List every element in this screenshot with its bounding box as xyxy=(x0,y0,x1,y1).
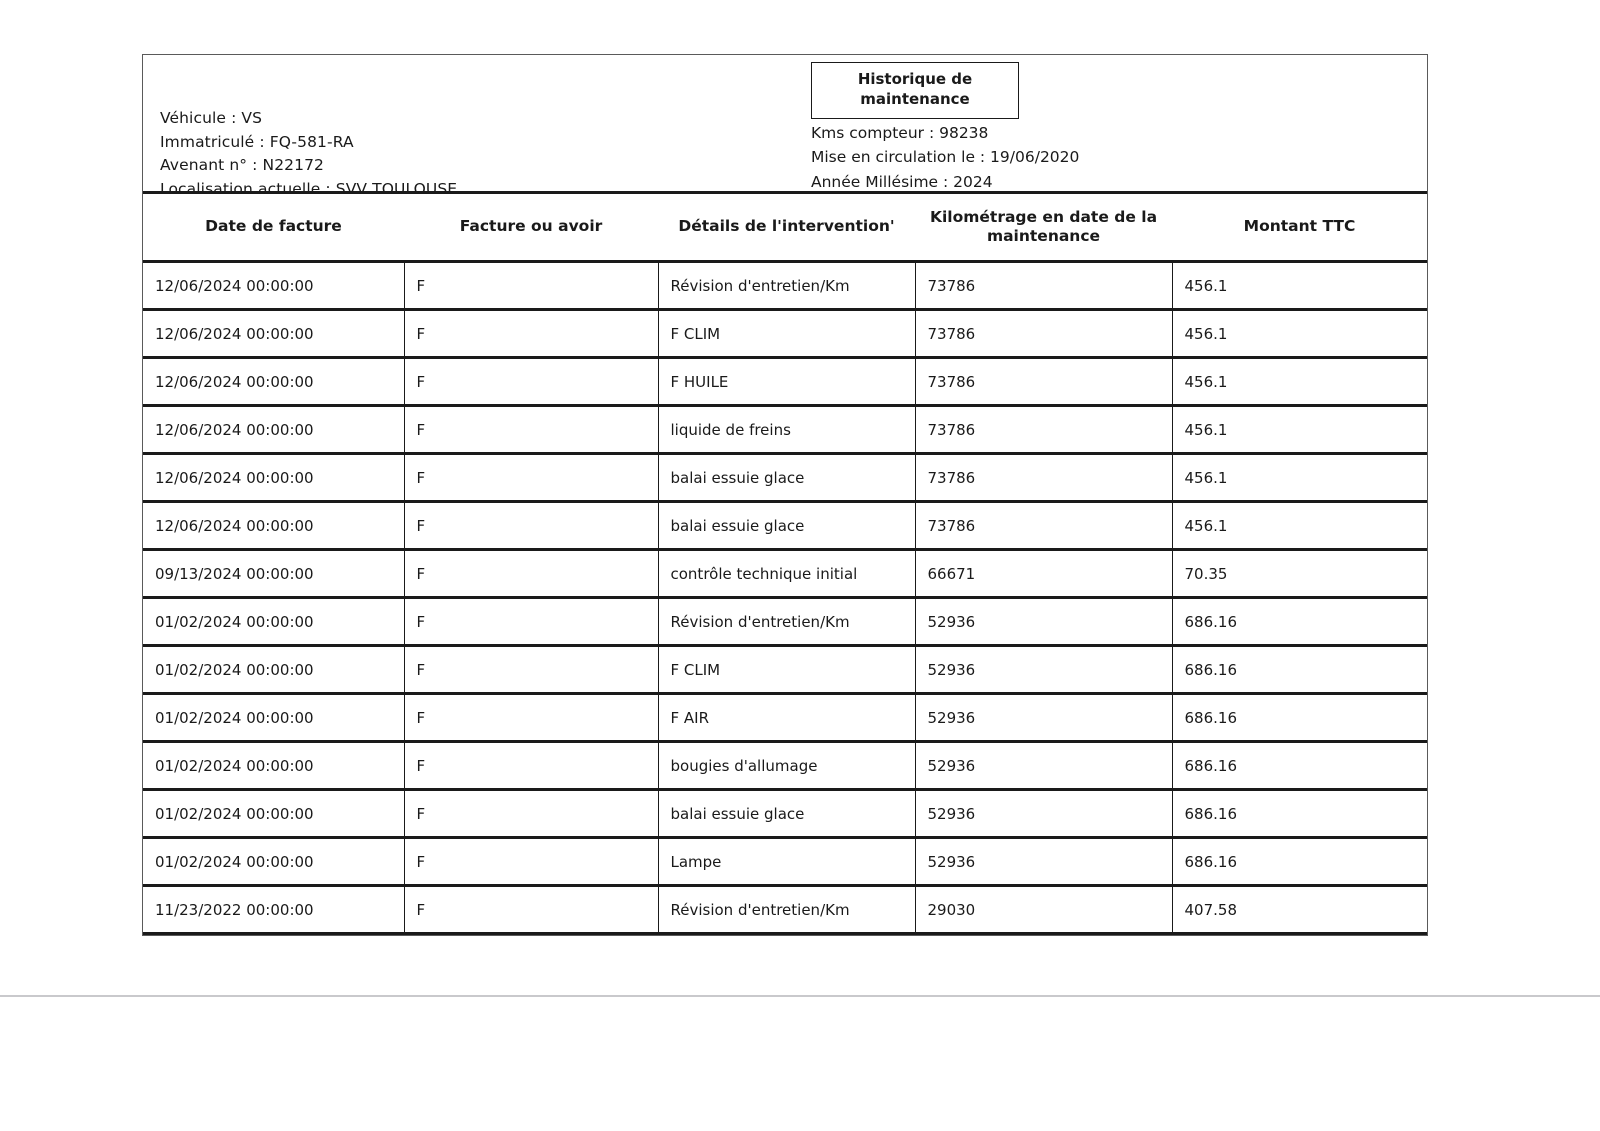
cell-intervention-details: liquide de freins xyxy=(658,406,915,454)
current-location-line: Localisation actuelle : SVV TOULOUSE xyxy=(160,179,458,198)
cell-total-amount: 456.1 xyxy=(1172,502,1427,550)
cell-invoice-or-credit: F xyxy=(404,454,658,502)
cell-intervention-details: Révision d'entretien/Km xyxy=(658,262,915,310)
column-header-invoice-or-credit: Facture ou avoir xyxy=(404,194,658,262)
cell-total-amount: 407.58 xyxy=(1184,900,1237,919)
table-row xyxy=(143,358,1427,406)
cell-invoice-date: 12/06/2024 00:00:00 xyxy=(143,262,404,310)
cell-intervention-details: Révision d'entretien/Km xyxy=(658,598,915,646)
column-header-intervention-details: Détails de l'intervention' xyxy=(658,194,915,262)
cell-mileage: 52936 xyxy=(915,646,1172,694)
cell-invoice-or-credit: F xyxy=(404,502,658,550)
cell-invoice-date: 01/02/2024 00:00:00 xyxy=(143,646,404,694)
cell-total-amount: 456.1 xyxy=(1172,454,1427,502)
table-row xyxy=(143,742,1427,790)
cell-mileage: 52936 xyxy=(915,694,1172,742)
table-row xyxy=(143,262,1427,310)
cell-mileage: 73786 xyxy=(915,454,1172,502)
registration-line: Immatriculé : FQ-581-RA xyxy=(160,132,354,151)
cell-total-amount: 456.1 xyxy=(1172,406,1427,454)
table-row xyxy=(143,406,1427,454)
column-header-invoice-date: Date de facture xyxy=(143,194,404,262)
cell-invoice-or-credit: F xyxy=(404,406,658,454)
cell-intervention-details: Révision d'entretien/Km xyxy=(658,886,915,933)
cell-invoice-or-credit: F xyxy=(404,694,658,742)
cell-total-amount: 456.1 xyxy=(1172,310,1427,358)
cell-intervention-details: Lampe xyxy=(658,838,915,886)
cell-invoice-or-credit: F xyxy=(404,262,658,310)
cell-invoice-or-credit: F xyxy=(404,886,658,933)
cell-total-amount: 686.16 xyxy=(1172,838,1427,886)
odometer-line: Kms compteur : 98238 xyxy=(811,124,989,142)
cell-mileage: 73786 xyxy=(915,406,1172,454)
column-header-total-amount: Montant TTC xyxy=(1172,194,1427,262)
cell-total-amount: 686.16 xyxy=(1172,598,1427,646)
cell-mileage: 29030 xyxy=(915,886,1172,933)
cell-intervention-details: bougies d'allumage xyxy=(658,742,915,790)
cell-intervention-details: contrôle technique initial xyxy=(658,550,915,598)
cell-invoice-date: 11/23/2022 00:00:00 xyxy=(143,886,404,933)
table-row xyxy=(143,454,1427,502)
cell-total-amount: 686.16 xyxy=(1172,742,1427,790)
cell-mileage: 73786 xyxy=(915,502,1172,550)
cell-intervention-details: F AIR xyxy=(658,694,915,742)
table-bottom-rule xyxy=(143,932,1427,935)
cell-invoice-or-credit: F xyxy=(404,550,658,598)
cell-intervention-details: balai essuie glace xyxy=(658,790,915,838)
model-year-line: Année Millésime : 2024 xyxy=(811,172,993,191)
cell-mileage: 73786 xyxy=(915,262,1172,310)
vehicle-meta-block xyxy=(811,121,1079,194)
cell-invoice-date: 12/06/2024 00:00:00 xyxy=(143,406,404,454)
cell-invoice-or-credit: F xyxy=(404,838,658,886)
cell-invoice-date: 09/13/2024 00:00:00 xyxy=(143,550,404,598)
table-row xyxy=(143,502,1427,550)
cell-invoice-or-credit: F xyxy=(404,358,658,406)
table-row xyxy=(143,550,1427,598)
maintenance-history-table xyxy=(143,194,1427,932)
cell-mileage: 52936 xyxy=(915,838,1172,886)
cell-total-amount: 686.16 xyxy=(1172,694,1427,742)
table-row xyxy=(143,838,1427,886)
vehicle-info-block xyxy=(160,107,457,201)
cell-invoice-date: 01/02/2024 00:00:00 xyxy=(143,694,404,742)
table-row xyxy=(143,646,1427,694)
table-row xyxy=(143,694,1427,742)
cell-total-amount: 686.16 xyxy=(1172,646,1427,694)
cell-invoice-date: 01/02/2024 00:00:00 xyxy=(143,838,404,886)
table-header-row xyxy=(143,194,1427,262)
cell-invoice-date: 12/06/2024 00:00:00 xyxy=(143,454,404,502)
document-title: Historique de maintenance xyxy=(811,62,1019,119)
cell-mileage: 52936 xyxy=(915,790,1172,838)
cell-invoice-date: 01/02/2024 00:00:00 xyxy=(143,742,404,790)
cell-mileage: 73786 xyxy=(915,358,1172,406)
cell-intervention-details: F HUILE xyxy=(658,358,915,406)
table-row xyxy=(143,598,1427,646)
cell-mileage: 66671 xyxy=(915,550,1172,598)
cell-total-amount: 70.35 xyxy=(1172,550,1427,598)
amendment-number-line: Avenant n° : N22172 xyxy=(160,156,325,175)
cell-total-amount: 456.1 xyxy=(1172,358,1427,406)
cell-total-amount: 456.1 xyxy=(1172,262,1427,310)
vehicle-type-line: Véhicule : VS xyxy=(160,109,263,127)
table-row xyxy=(143,790,1427,838)
cell-mileage: 52936 xyxy=(915,598,1172,646)
table-row xyxy=(143,310,1427,358)
cell-intervention-details: balai essuie glace xyxy=(658,454,915,502)
cell-invoice-or-credit: F xyxy=(404,310,658,358)
first-registration-line: Mise en circulation le : 19/06/2020 xyxy=(811,148,1080,167)
cell-invoice-or-credit: F xyxy=(404,790,658,838)
next-page-area xyxy=(0,997,1600,1131)
cell-invoice-date: 01/02/2024 00:00:00 xyxy=(143,790,404,838)
cell-total-amount: 686.16 xyxy=(1172,790,1427,838)
cell-invoice-or-credit: F xyxy=(404,742,658,790)
cell-intervention-details: F CLIM xyxy=(658,646,915,694)
cell-invoice-date: 12/06/2024 00:00:00 xyxy=(143,502,404,550)
cell-mileage: 52936 xyxy=(915,742,1172,790)
cell-invoice-date: 01/02/2024 00:00:00 xyxy=(143,598,404,646)
table-body xyxy=(143,262,1427,933)
cell-invoice-or-credit: F xyxy=(404,646,658,694)
cell-invoice-or-credit: F xyxy=(404,598,658,646)
table-row xyxy=(143,886,1427,933)
document-frame xyxy=(142,54,1428,936)
cell-invoice-date: 12/06/2024 00:00:00 xyxy=(143,310,404,358)
cell-intervention-details: F CLIM xyxy=(658,310,915,358)
cell-mileage: 73786 xyxy=(915,310,1172,358)
column-header-mileage: Kilométrage en date de la maintenance xyxy=(915,194,1172,262)
cell-intervention-details: balai essuie glace xyxy=(658,502,915,550)
document-header xyxy=(143,55,1427,198)
cell-invoice-date: 12/06/2024 00:00:00 xyxy=(143,358,404,406)
